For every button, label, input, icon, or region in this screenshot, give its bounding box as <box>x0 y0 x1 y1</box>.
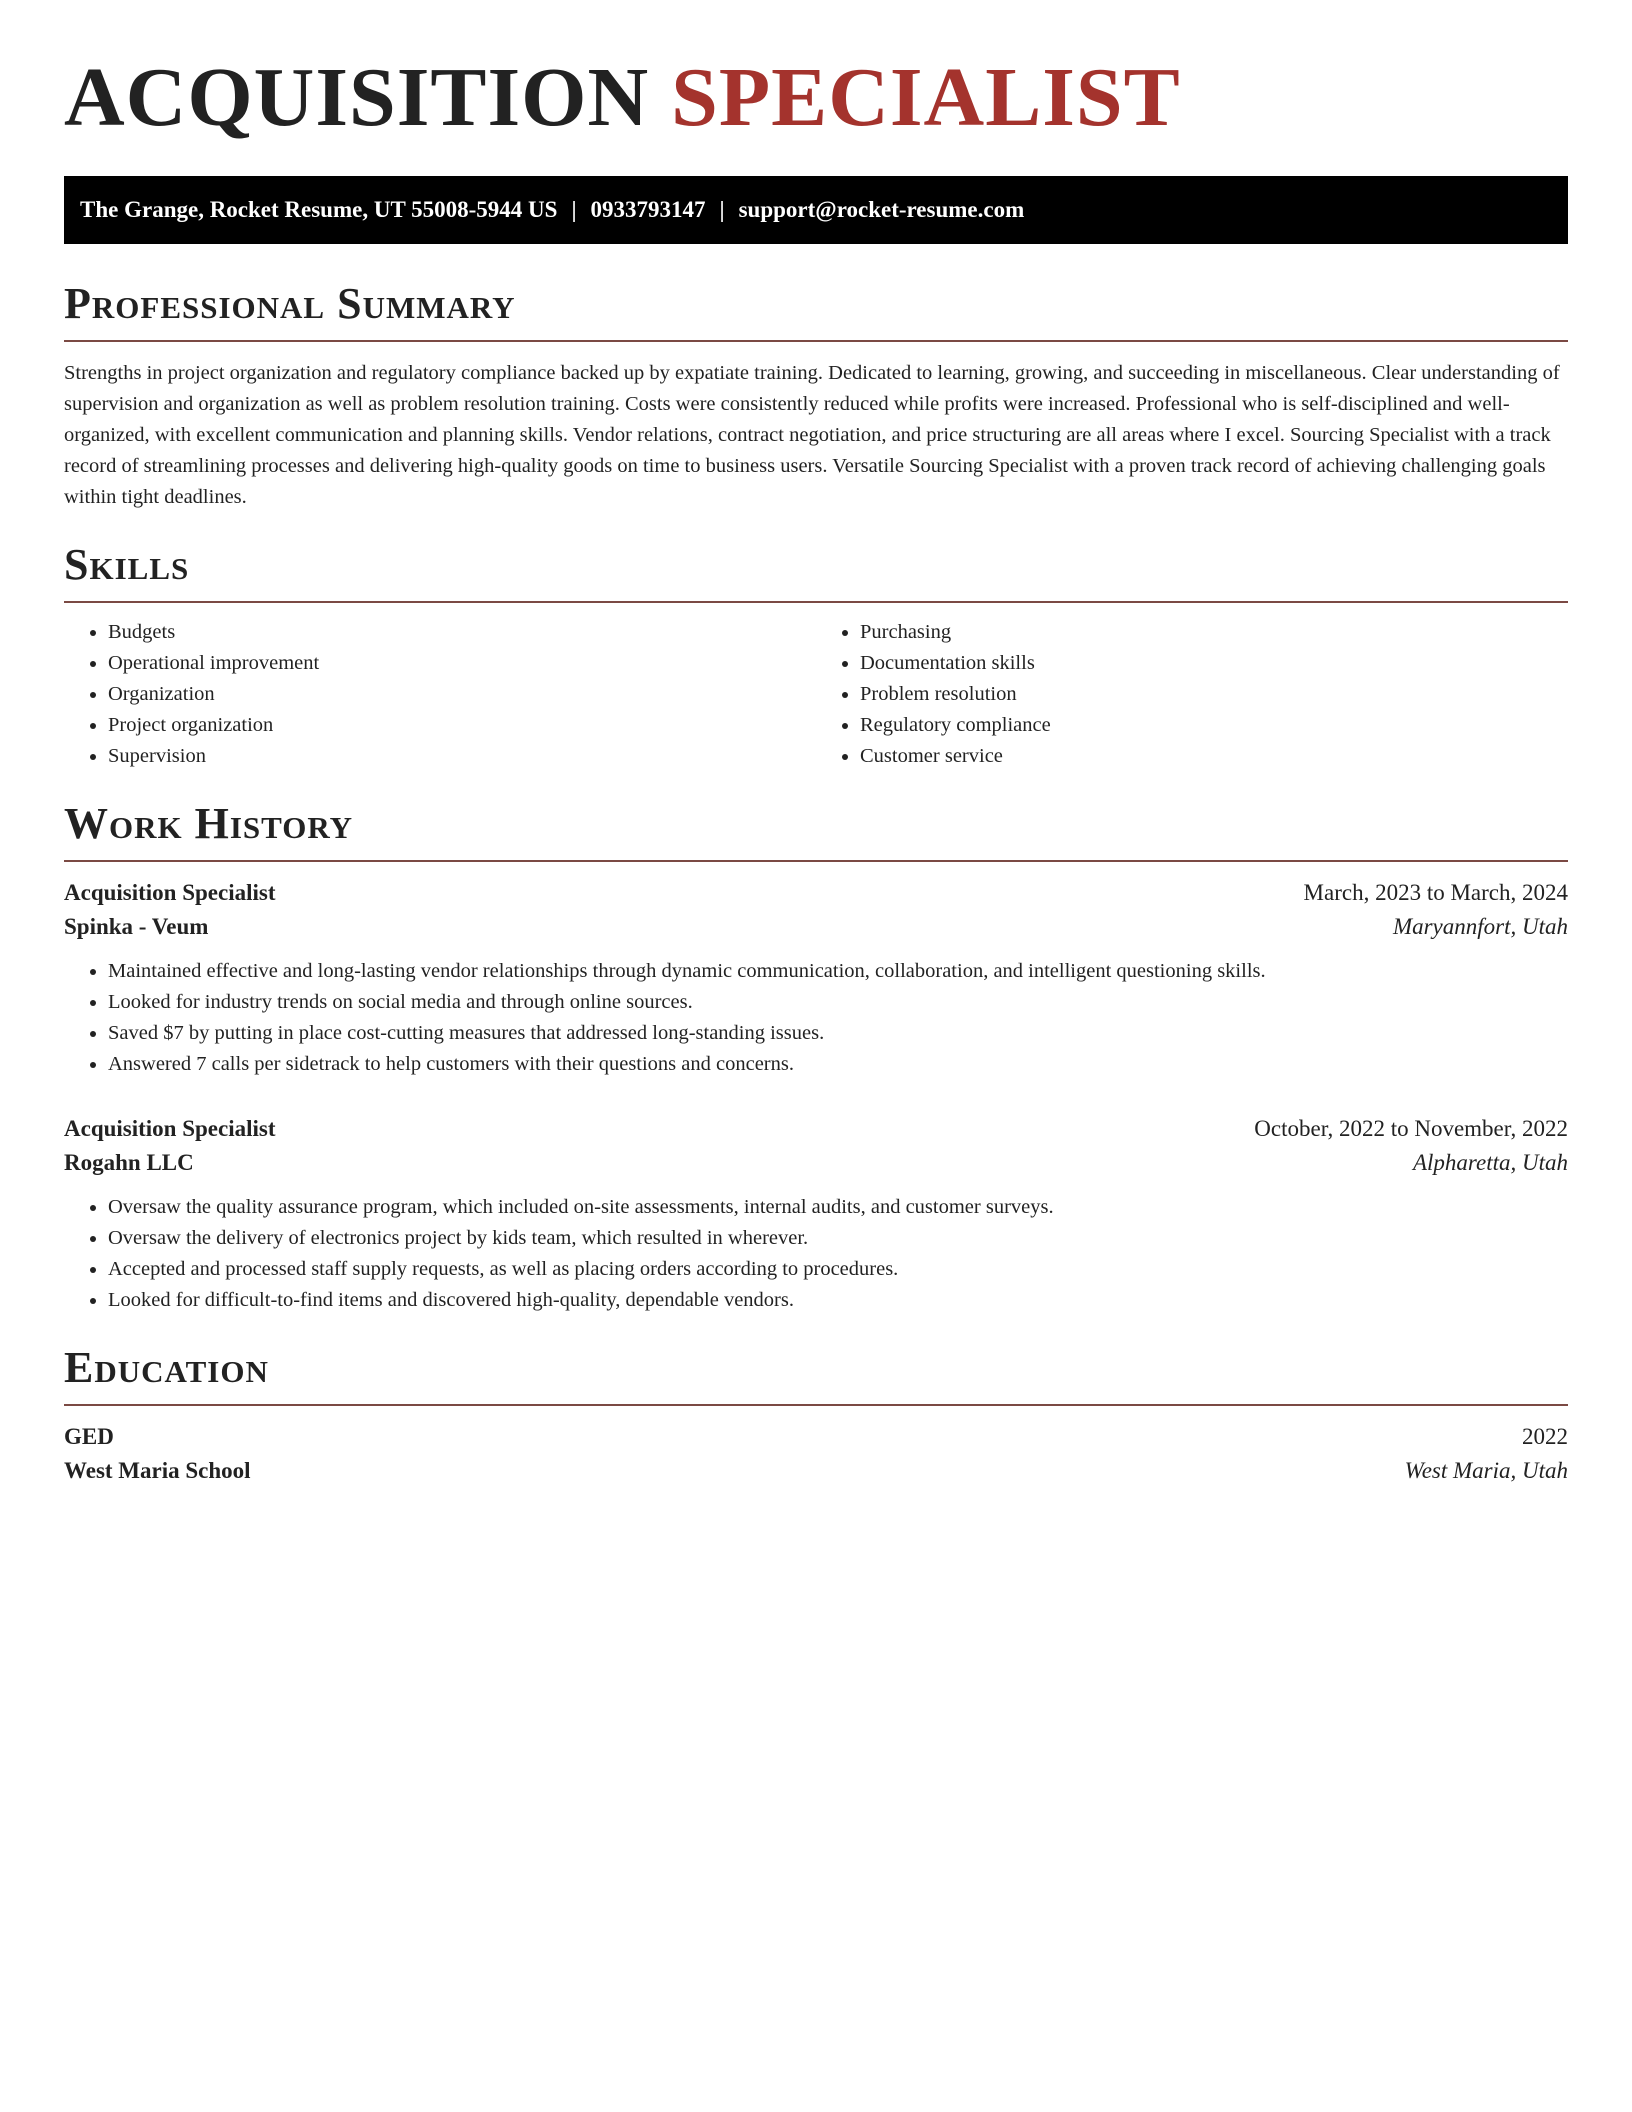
education-school-row <box>64 1450 1568 1484</box>
summary-title: Professional Summary <box>64 282 1568 342</box>
job-location: Maryannfort, Utah <box>1392 914 1568 939</box>
job-entry <box>64 1116 1568 1316</box>
job-bullet: • Maintained effective and long-lasting vendor relationships through dynamic communication, collaboration, and intelligent questioning skills. <box>108 956 1568 987</box>
skills-list-right <box>816 617 1568 772</box>
job-bullet: • Looked for difficult-to-find items and discovered high-quality, dependable vendors. <box>108 1285 1568 1316</box>
skill-item: • Purchasing <box>860 617 1568 648</box>
work-history-title: Work History <box>64 802 1568 862</box>
education-location: West Maria, Utah <box>1404 1458 1568 1483</box>
job-bullet: • Saved $7 by putting in place cost-cutting measures that addressed long-standing issues. <box>108 1018 1568 1049</box>
skills-section <box>64 540 1568 772</box>
job-dates: October, 2022 to November, 2022 <box>1254 1116 1568 1141</box>
skill-item: • Regulatory compliance <box>860 710 1568 741</box>
job-role: Acquisition Specialist <box>64 880 276 905</box>
education-section <box>64 1343 1568 1484</box>
job-company-row <box>64 1142 1568 1176</box>
job-dates: March, 2023 to March, 2024 <box>1303 880 1568 905</box>
job-bullets <box>64 1192 1568 1316</box>
skills-columns <box>64 617 1568 772</box>
job-bullet: • Accepted and processed staff supply requests, as well as placing orders according to procedures. <box>108 1254 1568 1285</box>
skill-item: • Documentation skills <box>860 648 1568 679</box>
job-bullet: • Oversaw the delivery of electronics project by kids team, which resulted in wherever. <box>108 1223 1568 1254</box>
summary-text: Strengths in project organization and regulatory compliance backed up by expatiate training. Dedicated to learning, growing, and succeeding in miscellaneous. Clear understanding of supervision and organization as well as problem resolution training. Costs were consistently reduced while profits were increased. Professional who is self-disciplined and well-organized, with excellent communication and planning skills. Vendor relations, contract negotiation, and price structuring are all areas where I excel. Sourcing Specialist with a track record of streamlining processes and delivering high-quality goods on time to business users. Versatile Sourcing Specialist with a proven track record of achieving challenging goals within tight deadlines. <box>64 362 1560 508</box>
work-history-section <box>64 799 1568 1316</box>
job-role: Acquisition Specialist <box>64 1116 276 1141</box>
contact-email: support@rocket-resume.com <box>738 197 1025 222</box>
skill-item: • Supervision <box>108 741 816 772</box>
job-entry <box>64 880 1568 1080</box>
job-company: Rogahn LLC <box>64 1150 194 1175</box>
education-degree: GED <box>64 1424 114 1449</box>
contact-bar <box>64 176 1568 244</box>
job-bullet: • Answered 7 calls per sidetrack to help customers with their questions and concerns. <box>108 1049 1568 1080</box>
job-location: Alpharetta, Utah <box>1412 1150 1568 1175</box>
contact-phone: 0933793147 <box>590 197 706 222</box>
skills-list-left <box>64 617 816 772</box>
skill-item: • Problem resolution <box>860 679 1568 710</box>
skill-item: • Project organization <box>108 710 816 741</box>
resume-name-heading <box>64 51 1568 144</box>
summary-section <box>64 279 1568 513</box>
education-school: West Maria School <box>64 1458 251 1483</box>
job-bullets <box>64 956 1568 1080</box>
job-bullet: • Looked for industry trends on social media and through online sources. <box>108 987 1568 1018</box>
contact-separator: | <box>571 197 577 222</box>
education-title: Education <box>64 1346 1568 1406</box>
skills-title: Skills <box>64 543 1568 603</box>
name-first-word: ACQUISITION <box>64 51 650 144</box>
contact-address: The Grange, Rocket Resume, UT 55008-5944 US <box>80 197 558 222</box>
education-entry <box>64 1424 1568 1484</box>
skill-item: • Operational improvement <box>108 648 816 679</box>
contact-separator: | <box>719 197 725 222</box>
education-header-row <box>64 1424 1568 1450</box>
job-header-row <box>64 880 1568 906</box>
skill-item: • Organization <box>108 679 816 710</box>
job-company-row <box>64 906 1568 940</box>
name-accent-word: SPECIALIST <box>671 51 1181 144</box>
job-header-row <box>64 1116 1568 1142</box>
skill-item: • Customer service <box>860 741 1568 772</box>
job-company: Spinka - Veum <box>64 914 209 939</box>
skill-item: • Budgets <box>108 617 816 648</box>
job-bullet: • Oversaw the quality assurance program, which included on-site assessments, internal audits, and customer surveys. <box>108 1192 1568 1223</box>
education-year: 2022 <box>1522 1424 1568 1449</box>
